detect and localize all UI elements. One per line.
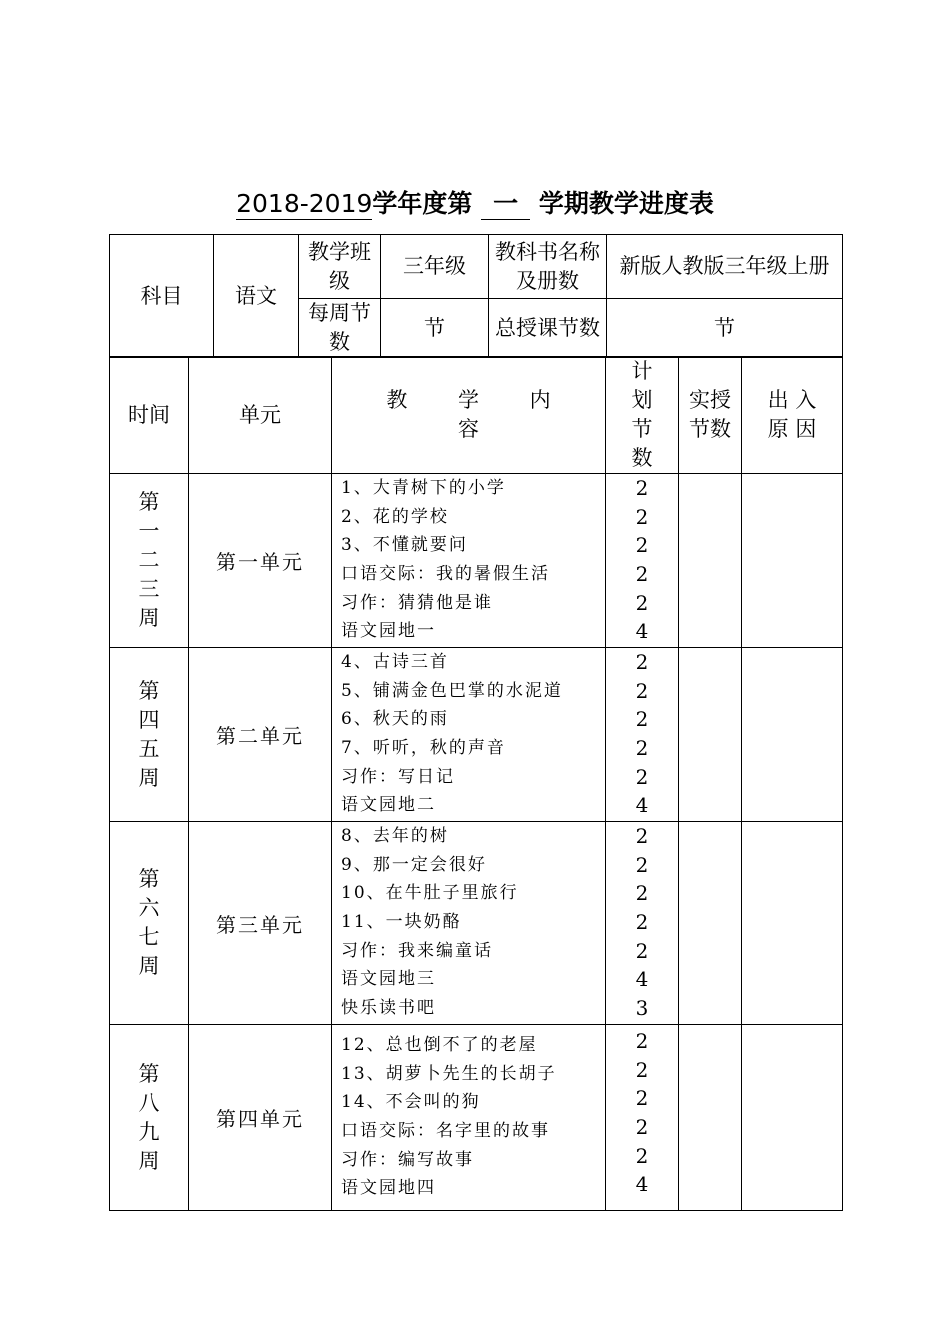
lesson-list [332, 1025, 606, 1211]
hours-item: 4 [635, 967, 649, 992]
hours-item: 2 [635, 476, 649, 500]
total-value: 节 [607, 299, 843, 358]
hours-item: 2 [635, 764, 649, 789]
unit-cell: 第四单元 [189, 1025, 332, 1211]
lesson-item: 2、花的学校 [341, 506, 449, 527]
hours-item: 2 [635, 562, 649, 587]
hours-item: 4 [635, 793, 649, 818]
week-cell: 第六七周 [110, 822, 189, 1025]
weekly-value: 节 [381, 299, 489, 358]
hours-item: 4 [635, 619, 649, 644]
hours-list [606, 1025, 679, 1211]
week-cell: 第四五周 [110, 648, 189, 822]
col-planned: 计划节数 [606, 357, 679, 474]
hours-item: 2 [635, 1057, 649, 1082]
lesson-list [332, 474, 606, 648]
hours-item: 4 [635, 1172, 649, 1197]
hours-item: 2 [635, 852, 649, 877]
hours-item: 2 [635, 590, 649, 615]
lesson-item: 口语交际：名字里的故事 [341, 1121, 550, 1142]
col-unit: 单元 [189, 357, 332, 474]
lesson-list [332, 648, 606, 822]
page-title [0, 186, 950, 222]
lesson-item: 快乐读书吧 [341, 998, 436, 1019]
hours-item: 2 [635, 1143, 649, 1168]
col-content: 教 学 内 容 [332, 357, 606, 474]
lesson-item: 语文园地一 [341, 621, 436, 642]
lesson-item: 习作：写日记 [341, 766, 455, 787]
unit-cell: 第三单元 [189, 822, 332, 1025]
hours-item: 2 [635, 736, 649, 761]
hours-list [606, 474, 679, 648]
table-row [110, 822, 843, 1025]
actual-cell [679, 822, 742, 1025]
col-reason: 出 入 原 因 [742, 357, 843, 474]
class-label: 教学班级 [299, 235, 381, 299]
table-row [110, 648, 843, 822]
hours-item: 2 [635, 1029, 649, 1053]
hours-item: 3 [635, 996, 649, 1021]
reason-cell [742, 474, 843, 648]
hours-list [606, 822, 679, 1025]
subject-label: 科目 [110, 235, 214, 358]
lesson-item: 9、那一定会很好 [341, 854, 487, 875]
lesson-item: 7、听听，秋的声音 [341, 738, 506, 759]
book-label: 教科书名称及册数 [489, 235, 607, 299]
lesson-item: 语文园地二 [341, 795, 436, 816]
week-cell: 第八九周 [110, 1025, 189, 1211]
lesson-item: 12、总也倒不了的老屋 [341, 1035, 538, 1055]
lesson-item: 3、不懂就要问 [341, 535, 468, 556]
lesson-item: 4、古诗三首 [341, 652, 449, 672]
lesson-item: 10、在牛肚子里旅行 [341, 883, 519, 904]
weekly-label: 每周节数 [299, 299, 381, 358]
lesson-item: 口语交际：我的暑假生活 [341, 564, 550, 585]
lesson-item: 习作：编写故事 [341, 1149, 474, 1170]
hours-item: 2 [635, 650, 649, 674]
total-label: 总授课节数 [489, 299, 607, 358]
hours-list [606, 648, 679, 822]
hours-item: 2 [635, 1086, 649, 1111]
lesson-item: 11、一块奶酪 [341, 912, 462, 933]
lesson-item: 习作：我来编童话 [341, 940, 493, 961]
lesson-item: 习作：猜猜他是谁 [341, 592, 493, 613]
hours-item: 2 [635, 824, 649, 848]
col-time: 时间 [110, 357, 189, 474]
hours-item: 2 [635, 504, 649, 529]
lesson-item: 13、胡萝卜先生的长胡子 [341, 1063, 557, 1084]
hours-item: 2 [635, 938, 649, 963]
hours-item: 2 [635, 678, 649, 703]
lesson-item: 语文园地三 [341, 969, 436, 990]
hours-item: 2 [635, 533, 649, 558]
hours-item: 2 [635, 881, 649, 906]
col-actual: 实授节数 [679, 357, 742, 474]
subject-value: 语文 [214, 235, 299, 358]
lesson-list [332, 822, 606, 1025]
hours-item: 2 [635, 1115, 649, 1140]
book-value: 新版人教版三年级上册 [607, 235, 843, 299]
title-semester: 一 [481, 189, 530, 220]
hours-item: 2 [635, 707, 649, 732]
actual-cell [679, 648, 742, 822]
unit-cell: 第一单元 [189, 474, 332, 648]
schedule-table [109, 356, 843, 1211]
title-tail: 学期教学进度表 [538, 189, 714, 218]
lesson-item: 8、去年的树 [341, 826, 449, 846]
unit-cell: 第二单元 [189, 648, 332, 822]
table-row [110, 1025, 843, 1211]
lesson-item: 1、大青树下的小学 [341, 478, 506, 498]
title-mid: 学年度第 [372, 189, 473, 218]
course-info-table [109, 234, 843, 358]
lesson-item: 14、不会叫的狗 [341, 1092, 481, 1113]
reason-cell [742, 822, 843, 1025]
week-cell: 第一二三周 [110, 474, 189, 648]
title-year: 2018-2019 [236, 189, 373, 218]
class-value: 三年级 [381, 235, 489, 299]
actual-cell [679, 1025, 742, 1211]
reason-cell [742, 1025, 843, 1211]
lesson-item: 5、铺满金色巴掌的水泥道 [341, 680, 563, 701]
hours-item: 2 [635, 910, 649, 935]
actual-cell [679, 474, 742, 648]
table-row [110, 474, 843, 648]
lesson-item: 6、秋天的雨 [341, 709, 449, 730]
reason-cell [742, 648, 843, 822]
lesson-item: 语文园地四 [341, 1178, 436, 1199]
